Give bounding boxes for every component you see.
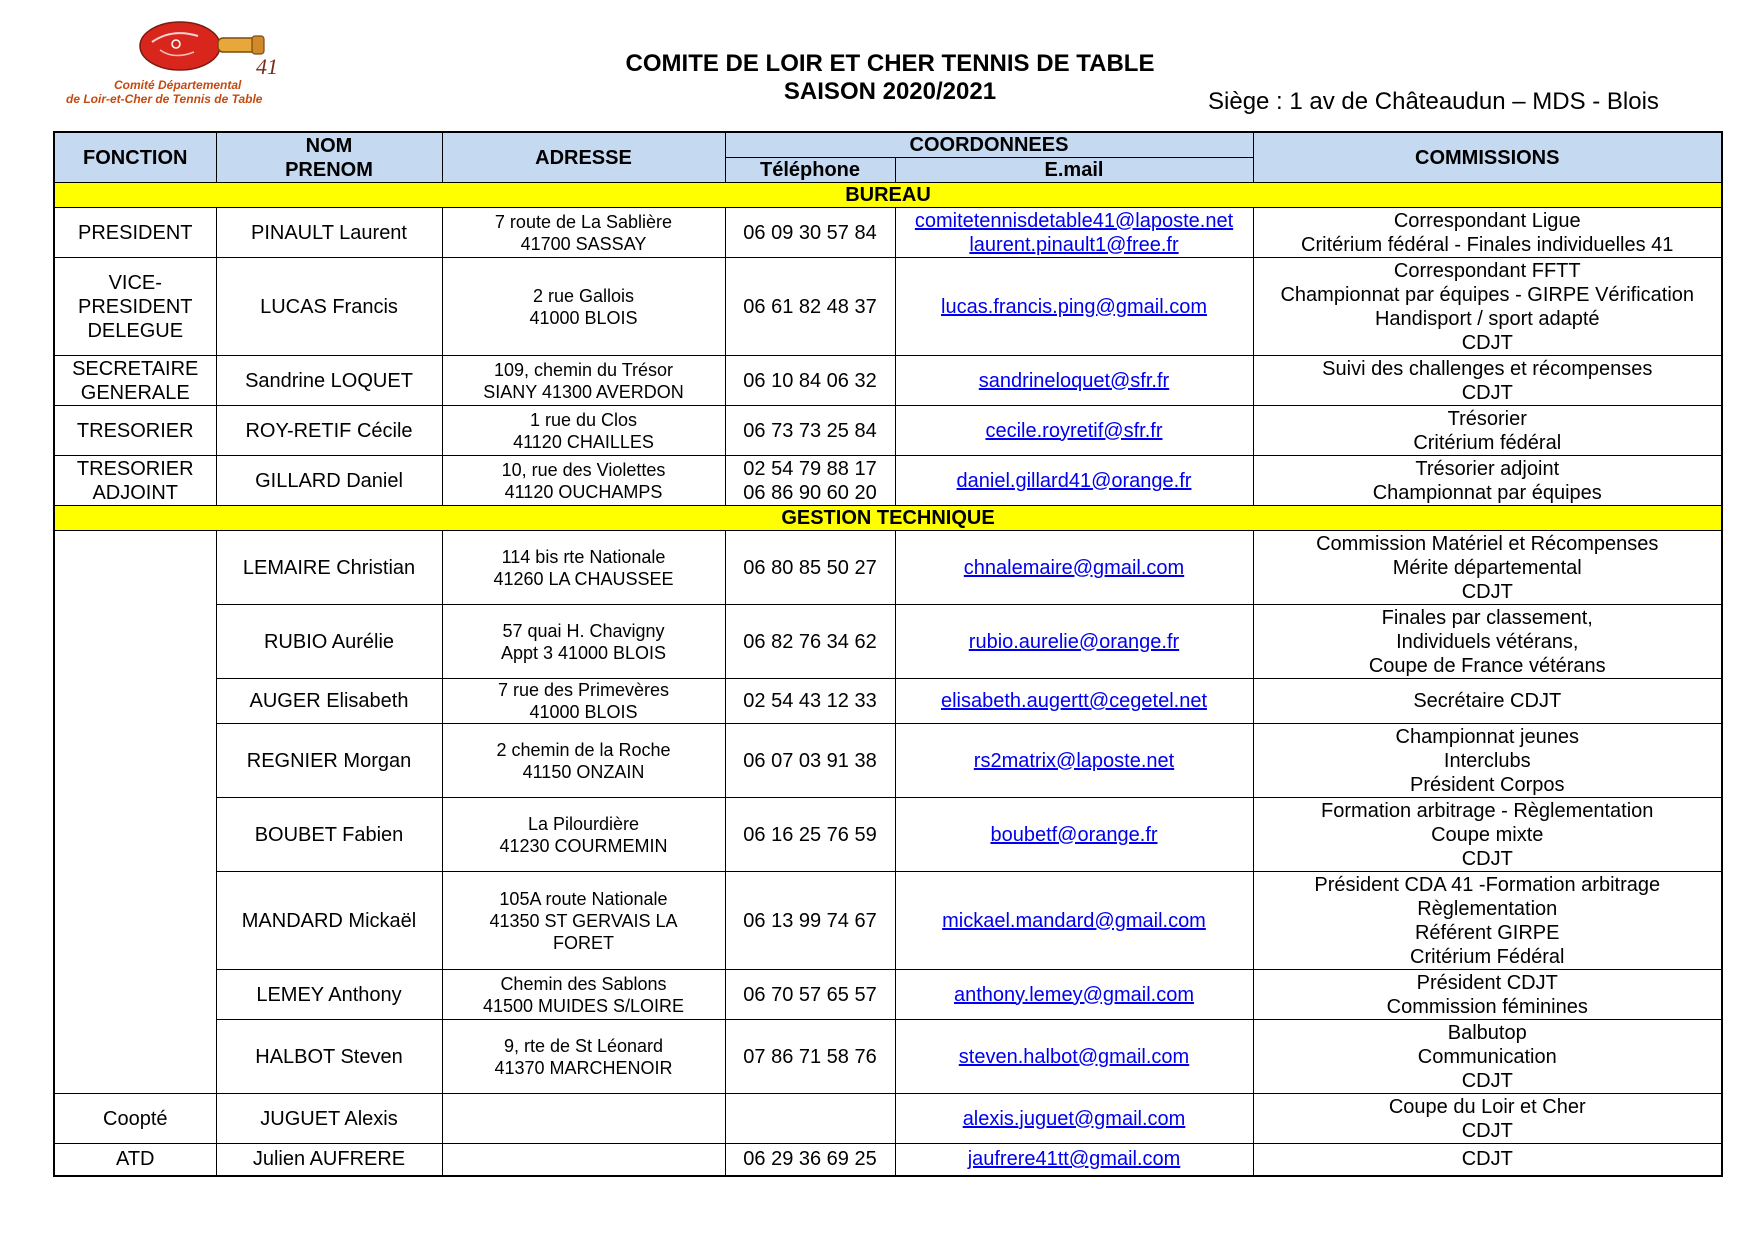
name-cell: JUGUET Alexis — [216, 1094, 442, 1144]
phone-number: 02 54 79 88 17 — [743, 457, 877, 480]
email-link[interactable]: daniel.gillard41@orange.fr — [956, 469, 1192, 492]
phone-number: 06 82 76 34 62 — [743, 630, 877, 653]
commission-line: Commission féminines — [1386, 995, 1588, 1018]
name-cell: PINAULT Laurent — [216, 208, 442, 258]
name-cell: ROY-RETIF Cécile — [216, 406, 442, 456]
table-row — [54, 1094, 1722, 1144]
commissions-cell — [1253, 679, 1722, 724]
title-line-1: COMITE DE LOIR ET CHER TENNIS DE TABLE — [625, 50, 1155, 77]
email-cell — [895, 406, 1253, 456]
address-line: 105A route Nationale — [499, 888, 668, 909]
phone-number: 06 29 36 69 25 — [743, 1148, 877, 1171]
table-row — [54, 208, 1722, 258]
table-row — [54, 356, 1722, 406]
fonction-cell — [54, 208, 216, 258]
address-line: 2 chemin de la Roche — [496, 739, 671, 760]
commission-line: Individuels vétérans, — [1396, 630, 1579, 653]
phone-cell — [725, 406, 895, 456]
commission-line: Formation arbitrage - Règlementation — [1321, 799, 1654, 822]
address-cell — [442, 724, 725, 798]
header-coordonnees: COORDONNEES — [725, 132, 1253, 158]
siege-address: Siège : 1 av de Châteaudun – MDS - Blois — [1208, 88, 1659, 115]
phone-cell — [725, 356, 895, 406]
address-cell — [442, 1144, 725, 1176]
commission-line: Mérite départemental — [1392, 556, 1582, 579]
header-telephone: Téléphone — [725, 158, 895, 183]
phone-cell — [725, 1020, 895, 1094]
email-cell — [895, 356, 1253, 406]
name-cell: LUCAS Francis — [216, 258, 442, 356]
header-adresse: ADRESSE — [442, 132, 725, 183]
email-link[interactable]: rs2matrix@laposte.net — [973, 749, 1175, 772]
commissions-cell — [1253, 1094, 1722, 1144]
fonction-cell — [54, 1094, 216, 1144]
address-line: 41000 BLOIS — [529, 702, 638, 722]
email-link[interactable]: lucas.francis.ping@gmail.com — [941, 295, 1207, 318]
fonction-text: ATD — [115, 1148, 155, 1171]
address-cell — [442, 1020, 725, 1094]
address-line: Appt 3 41000 BLOIS — [500, 642, 667, 663]
fonction-cell — [54, 1144, 216, 1176]
phone-cell — [725, 605, 895, 679]
commission-line: Coupe du Loir et Cher — [1388, 1095, 1586, 1118]
commissions-cell — [1253, 605, 1722, 679]
address-line: 41700 SASSAY — [520, 233, 647, 254]
table-row — [54, 605, 1722, 679]
phone-cell — [725, 679, 895, 724]
address-line: 41350 ST GERVAIS LA — [489, 910, 678, 931]
address-line: 41370 MARCHENOIR — [494, 1057, 673, 1078]
phone-cell — [725, 258, 895, 356]
section-bureau: BUREAU — [54, 183, 1722, 208]
phone-number: 06 07 03 91 38 — [743, 749, 877, 772]
address-cell — [442, 356, 725, 406]
commission-line: Référent GIRPE — [1414, 921, 1560, 944]
logo-number: 41 — [256, 54, 278, 79]
commission-line: Président Corpos — [1409, 773, 1565, 796]
logo-line-1: Comité Départemental — [114, 78, 242, 92]
commission-line: CDJT — [1461, 381, 1513, 404]
phone-cell — [725, 208, 895, 258]
title-line-2: SAISON 2020/2021 — [783, 78, 997, 105]
commission-line: Correspondant FFTT — [1393, 259, 1581, 282]
address-cell — [442, 258, 725, 356]
phone-number: 06 73 73 25 84 — [743, 419, 877, 442]
phone-cell — [725, 531, 895, 605]
commission-line: Championnat par équipes - GIRPE Vérification — [1280, 283, 1695, 306]
name-cell: Sandrine LOQUET — [216, 356, 442, 406]
header-nom-prenom — [216, 132, 442, 183]
address-cell — [442, 798, 725, 872]
address-line: 7 rue des Primevères — [497, 680, 670, 700]
phone-cell — [725, 724, 895, 798]
address-line: 7 route de La Sablière — [494, 211, 673, 232]
header-commissions: COMMISSIONS — [1253, 132, 1722, 183]
header-email: E.mail — [895, 158, 1253, 183]
fonction-text: PRESIDENT — [78, 221, 193, 244]
email-cell — [895, 1094, 1253, 1144]
table-row — [54, 1144, 1722, 1176]
email-link[interactable]: boubetf@orange.fr — [990, 823, 1158, 846]
commission-line: Handisport / sport adapté — [1374, 307, 1600, 330]
address-line: La Pilourdière — [527, 813, 640, 834]
commissions-cell — [1253, 724, 1722, 798]
commission-line: Critérium fédéral — [1413, 431, 1562, 454]
header-nom: NOM — [305, 134, 353, 157]
address-cell — [442, 406, 725, 456]
email-link[interactable]: jaufrere41tt@gmail.com — [967, 1148, 1181, 1171]
email-cell — [895, 456, 1253, 506]
address-cell — [442, 970, 725, 1020]
table-body — [54, 183, 1722, 1176]
commission-line: Critérium fédéral - Finales individuelles 41 — [1301, 233, 1674, 256]
phone-number: 06 09 30 57 84 — [743, 221, 877, 244]
name-cell: BOUBET Fabien — [216, 798, 442, 872]
fonction-cell — [54, 531, 216, 1094]
phone-number: 06 10 84 06 32 — [743, 369, 877, 392]
name-cell: LEMAIRE Christian — [216, 531, 442, 605]
fonction-text: TRESORIER — [76, 457, 194, 480]
fonction-text: PRESIDENT — [78, 295, 193, 318]
phone-number: 06 86 90 60 20 — [743, 481, 877, 504]
commission-line: Critérium Fédéral — [1410, 945, 1565, 968]
commission-line: Coupe mixte — [1431, 823, 1544, 846]
fonction-text: Coopté — [103, 1107, 168, 1130]
address-cell — [442, 872, 725, 970]
email-cell — [895, 208, 1253, 258]
email-link[interactable]: elisabeth.augertt@cegetel.net — [940, 690, 1208, 712]
logo-line-2: de Loir-et-Cher de Tennis de Table — [66, 92, 263, 106]
commission-line: Président CDJT — [1416, 971, 1558, 994]
email-link[interactable]: comitetennisdetable41@laposte.net — [914, 209, 1234, 232]
email-link[interactable]: anthony.lemey@gmail.com — [953, 983, 1195, 1006]
commissions-cell — [1253, 356, 1722, 406]
email-link[interactable]: mickael.mandard@gmail.com — [942, 909, 1206, 932]
commissions-cell — [1253, 456, 1722, 506]
address-line: FORET — [553, 932, 614, 953]
email-link[interactable]: sandrineloquet@sfr.fr — [978, 369, 1170, 392]
address-line: 41120 OUCHAMPS — [504, 481, 663, 502]
phone-number: 06 61 82 48 37 — [743, 295, 877, 318]
email-link[interactable]: alexis.juguet@gmail.com — [962, 1107, 1186, 1130]
commissions-cell — [1253, 798, 1722, 872]
email-cell — [895, 605, 1253, 679]
fonction-text: TRESORIER — [76, 419, 194, 442]
address-line: 41000 BLOIS — [529, 307, 638, 328]
address-line: 41120 CHAILLES — [513, 431, 654, 452]
phone-cell — [725, 1094, 895, 1144]
commission-line: CDJT — [1461, 331, 1513, 354]
commission-line: CDJT — [1461, 1119, 1513, 1142]
email-cell — [895, 679, 1253, 724]
phone-number: 07 86 71 58 76 — [743, 1045, 877, 1068]
address-cell — [442, 531, 725, 605]
table-row — [54, 1020, 1722, 1094]
commission-line: Suivi des challenges et récompenses — [1322, 357, 1653, 380]
table-row — [54, 724, 1722, 798]
phone-number: 06 80 85 50 27 — [743, 556, 877, 579]
name-cell: AUGER Elisabeth — [216, 679, 442, 724]
address-line: 41150 ONZAIN — [522, 761, 645, 782]
commission-line: Championnat par équipes — [1372, 481, 1602, 504]
commission-line: Président CDA 41 -Formation arbitrage — [1314, 873, 1661, 896]
phone-cell — [725, 1144, 895, 1176]
commission-line: Trésorier — [1447, 407, 1527, 430]
commissions-cell — [1253, 208, 1722, 258]
address-line: 1 rue du Clos — [529, 409, 638, 430]
table-row — [54, 970, 1722, 1020]
table-row — [54, 406, 1722, 456]
commissions-cell — [1253, 258, 1722, 356]
name-cell: LEMEY Anthony — [216, 970, 442, 1020]
commission-line: Trésorier adjoint — [1415, 457, 1560, 480]
commission-line: CDJT — [1461, 847, 1513, 870]
commission-line: Interclubs — [1443, 749, 1531, 772]
table-row — [54, 258, 1722, 356]
commission-line: Secrétaire CDJT — [1413, 690, 1562, 712]
address-line: 2 rue Gallois — [532, 285, 635, 306]
email-link[interactable]: steven.halbot@gmail.com — [958, 1045, 1190, 1068]
table-row — [54, 798, 1722, 872]
address-line: Chemin des Sablons — [500, 973, 667, 994]
commissions-cell — [1253, 1144, 1722, 1176]
fonction-text: SECRETAIRE — [72, 357, 199, 380]
address-line: 114 bis rte Nationale — [501, 546, 666, 567]
commissions-cell — [1253, 872, 1722, 970]
table-row — [54, 456, 1722, 506]
phone-cell — [725, 798, 895, 872]
commission-line: Communication — [1417, 1045, 1557, 1068]
email-cell — [895, 724, 1253, 798]
table-row — [54, 679, 1722, 724]
commissions-cell — [1253, 970, 1722, 1020]
phone-number: 06 70 57 65 57 — [743, 983, 877, 1006]
commission-line: Balbutop — [1447, 1021, 1527, 1044]
phone-number: 02 54 43 12 33 — [743, 690, 877, 712]
email-cell — [895, 531, 1253, 605]
page-title — [560, 50, 1220, 106]
email-cell — [895, 872, 1253, 970]
name-cell: REGNIER Morgan — [216, 724, 442, 798]
section-row-bureau — [54, 183, 1722, 208]
logo — [60, 20, 360, 110]
fonction-text: ADJOINT — [92, 481, 179, 504]
email-cell — [895, 798, 1253, 872]
commissions-cell — [1253, 406, 1722, 456]
address-line: 41500 MUIDES S/LOIRE — [482, 995, 685, 1016]
fonction-cell — [54, 258, 216, 356]
address-line: 41260 LA CHAUSSEE — [493, 568, 674, 589]
email-link[interactable]: chnalemaire@gmail.com — [963, 556, 1185, 579]
fonction-text: VICE- — [108, 271, 162, 294]
email-link[interactable]: cecile.royretif@sfr.fr — [985, 419, 1163, 442]
address-cell — [442, 1094, 725, 1144]
name-cell: GILLARD Daniel — [216, 456, 442, 506]
table-row — [54, 872, 1722, 970]
email-link[interactable]: laurent.pinault1@free.fr — [969, 233, 1179, 256]
commission-line: CDJT — [1461, 1148, 1513, 1171]
phone-cell — [725, 970, 895, 1020]
phone-number: 06 13 99 74 67 — [743, 909, 877, 932]
header-fonction: FONCTION — [54, 132, 216, 183]
phone-cell — [725, 456, 895, 506]
section-row-gestion — [54, 506, 1722, 531]
members-table — [53, 131, 1723, 1177]
email-cell — [895, 970, 1253, 1020]
address-line: 109, chemin du Trésor — [493, 359, 674, 380]
fonction-text: DELEGUE — [87, 319, 184, 342]
commission-line: Règlementation — [1417, 897, 1558, 920]
commission-line: CDJT — [1461, 580, 1513, 603]
email-cell — [895, 1020, 1253, 1094]
fonction-cell — [54, 456, 216, 506]
section-gestion: GESTION TECHNIQUE — [54, 506, 1722, 531]
address-line: 9, rte de St Léonard — [503, 1035, 664, 1056]
name-cell: Julien AUFRERE — [216, 1144, 442, 1176]
phone-number: 06 16 25 76 59 — [743, 823, 877, 846]
email-cell — [895, 258, 1253, 356]
email-cell — [895, 1144, 1253, 1176]
commission-line: CDJT — [1461, 1069, 1513, 1092]
address-cell — [442, 679, 725, 724]
address-line: 41230 COURMEMIN — [499, 835, 668, 856]
address-cell — [442, 208, 725, 258]
commission-line: Championnat jeunes — [1395, 725, 1579, 748]
address-line: 10, rue des Violettes — [501, 459, 666, 480]
commission-line: Commission Matériel et Récompenses — [1316, 532, 1659, 555]
name-cell: HALBOT Steven — [216, 1020, 442, 1094]
address-line: SIANY 41300 AVERDON — [483, 381, 684, 402]
commission-line: Finales par classement, — [1381, 606, 1593, 629]
commission-line: Correspondant Ligue — [1393, 209, 1581, 232]
address-line: 57 quai H. Chavigny — [502, 620, 665, 641]
email-link[interactable]: rubio.aurelie@orange.fr — [968, 630, 1180, 653]
phone-cell — [725, 872, 895, 970]
address-cell — [442, 605, 725, 679]
name-cell: RUBIO Aurélie — [216, 605, 442, 679]
fonction-text: GENERALE — [80, 381, 190, 404]
fonction-cell — [54, 356, 216, 406]
commission-line: Coupe de France vétérans — [1368, 654, 1606, 677]
commissions-cell — [1253, 1020, 1722, 1094]
name-cell: MANDARD Mickaël — [216, 872, 442, 970]
header-prenom: PRENOM — [285, 158, 373, 181]
table-row — [54, 531, 1722, 605]
commissions-cell — [1253, 531, 1722, 605]
address-cell — [442, 456, 725, 506]
fonction-cell — [54, 406, 216, 456]
